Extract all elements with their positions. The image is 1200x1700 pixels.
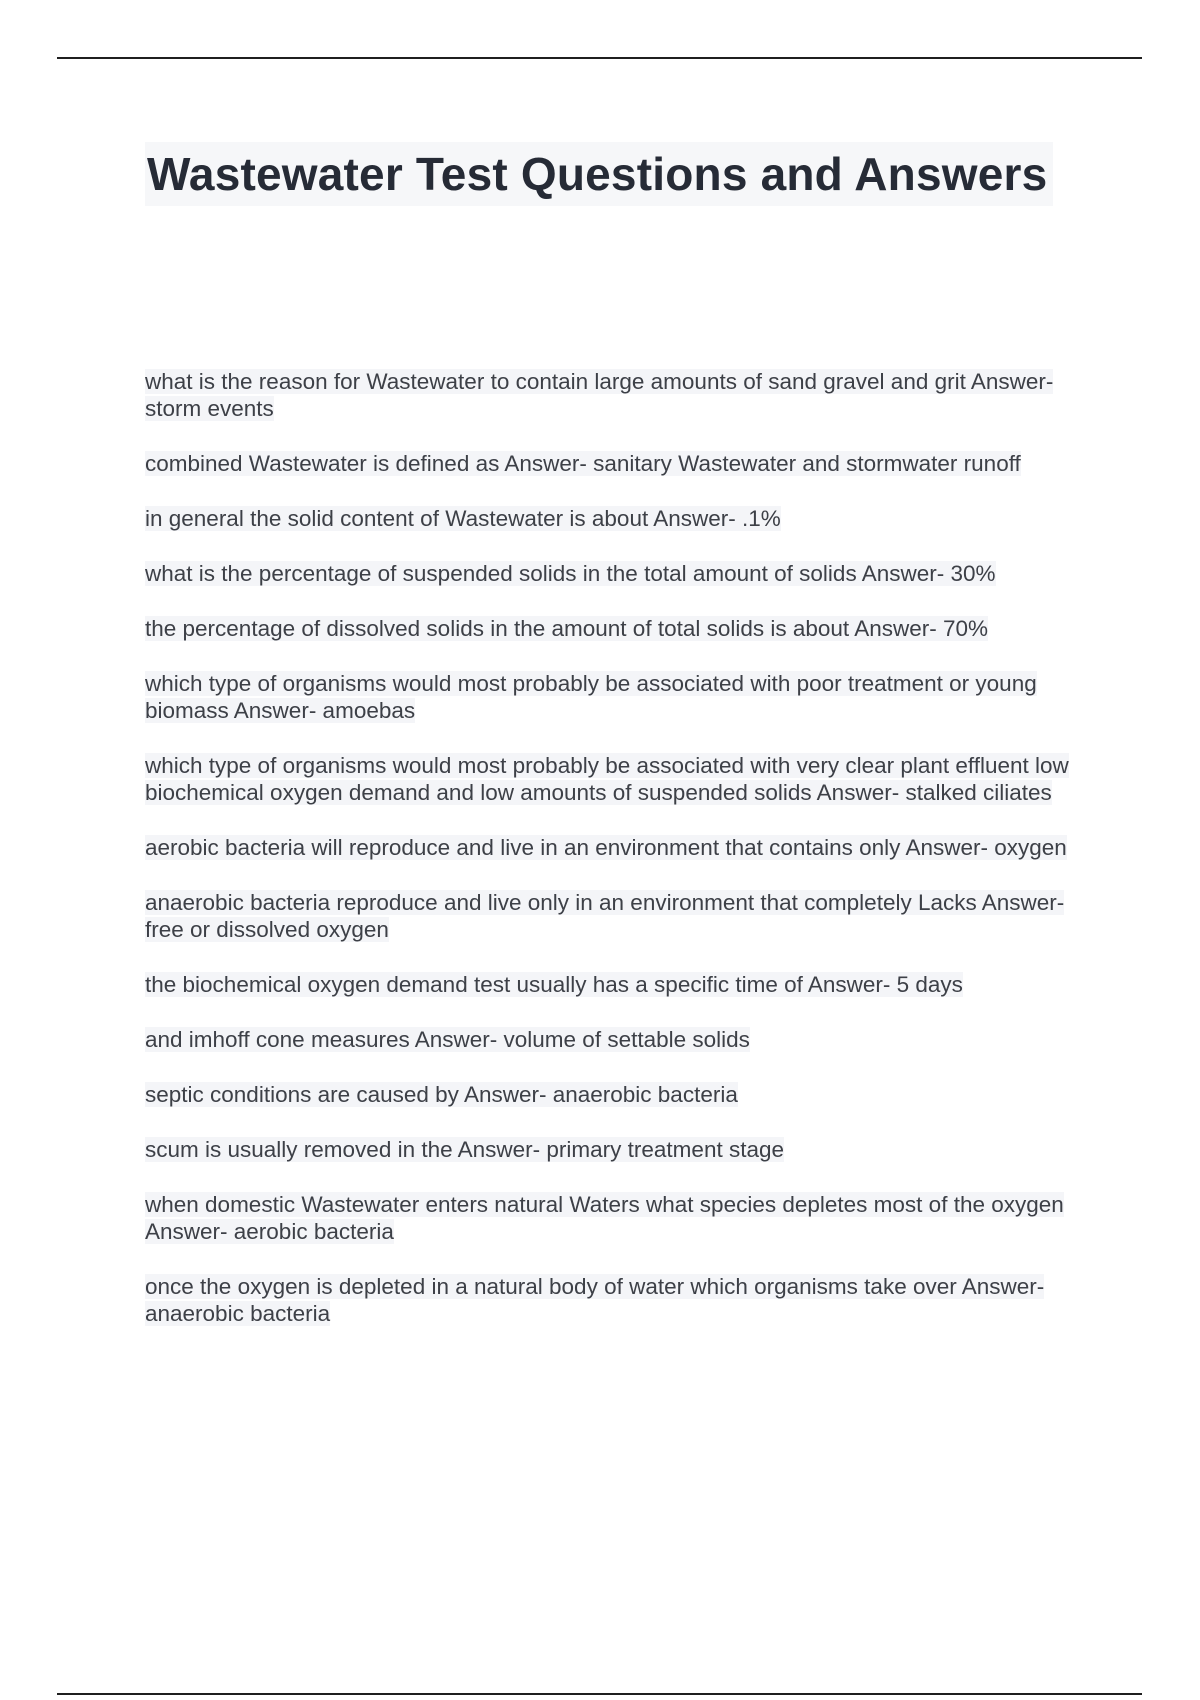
- bottom-rule: [57, 1693, 1142, 1695]
- qa-text: which type of organisms would most probably be associated with very clear plant effluent low biochemical oxygen demand and low amounts of suspended solids Answer- stalked ciliates: [145, 753, 1069, 805]
- qa-text: and imhoff cone measures Answer- volume of settable solids: [145, 1027, 750, 1052]
- qa-text: which type of organisms would most probably be associated with poor treatment or young biomass Answer- amoebas: [145, 671, 1037, 723]
- page-title: Wastewater Test Questions and Answers: [145, 142, 1053, 206]
- qa-text: when domestic Wastewater enters natural Waters what species depletes most of the oxygen Answer- aerobic bacteria: [145, 1192, 1064, 1244]
- qa-item: [145, 889, 1090, 943]
- qa-item: [145, 1191, 1090, 1245]
- qa-item: [145, 1026, 1090, 1053]
- qa-text: once the oxygen is depleted in a natural body of water which organisms take over Answer- anaerobic bacteria: [145, 1274, 1045, 1326]
- qa-item: [145, 450, 1090, 477]
- qa-text: combined Wastewater is defined as Answer- sanitary Wastewater and stormwater runoff: [145, 451, 1021, 476]
- qa-text: what is the reason for Wastewater to contain large amounts of sand gravel and grit Answer- storm events: [145, 369, 1054, 421]
- qa-item: [145, 505, 1090, 532]
- qa-text: aerobic bacteria will reproduce and live in an environment that contains only Answer- oxygen: [145, 835, 1067, 860]
- qa-item: [145, 1081, 1090, 1108]
- qa-item: [145, 971, 1090, 998]
- qa-item: [145, 1273, 1090, 1327]
- qa-text: what is the percentage of suspended solids in the total amount of solids Answer- 30%: [145, 561, 996, 586]
- qa-item: [145, 368, 1090, 422]
- top-rule: [57, 57, 1142, 59]
- qa-list: [145, 368, 1090, 1355]
- qa-text: the biochemical oxygen demand test usually has a specific time of Answer- 5 days: [145, 972, 963, 997]
- qa-item: [145, 615, 1090, 642]
- qa-item: [145, 752, 1090, 806]
- qa-item: [145, 560, 1090, 587]
- qa-item: [145, 670, 1090, 724]
- qa-text: septic conditions are caused by Answer- anaerobic bacteria: [145, 1082, 738, 1107]
- qa-item: [145, 1136, 1090, 1163]
- qa-text: anaerobic bacteria reproduce and live only in an environment that completely Lacks Answer- free or dissolved oxygen: [145, 890, 1065, 942]
- qa-text: in general the solid content of Wastewater is about Answer- .1%: [145, 506, 781, 531]
- qa-item: [145, 834, 1090, 861]
- qa-text: the percentage of dissolved solids in the amount of total solids is about Answer- 70%: [145, 616, 988, 641]
- qa-text: scum is usually removed in the Answer- primary treatment stage: [145, 1137, 784, 1162]
